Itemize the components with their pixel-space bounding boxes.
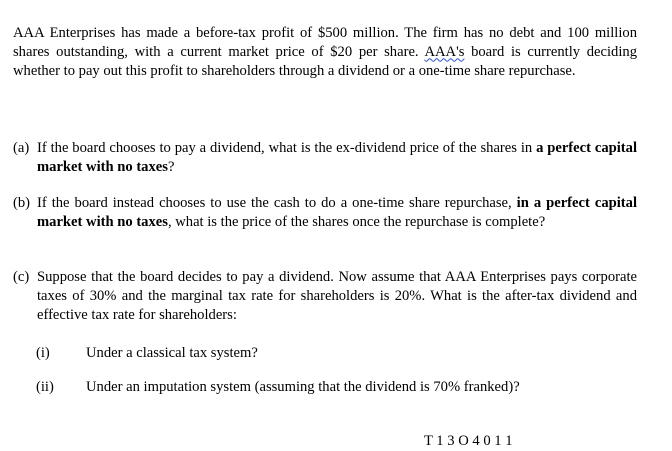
subquestion-text: Under an imputation system (assuming that the dividend is 70% franked)? (86, 379, 520, 395)
subquestion-text: Under a classical tax system? (86, 345, 258, 361)
question-text-part: If the board instead chooses to use the cash to do a one-time share repurchase, (37, 195, 517, 211)
question-b (13, 194, 637, 232)
question-text-part: , what is the price of the shares once the repurchase is complete? (167, 214, 546, 230)
spellcheck-flagged-word: AAA's (424, 43, 465, 60)
question-a (13, 139, 637, 177)
question-text-part: If the board chooses to pay a dividend, what is the ex-dividend price of the shares in (37, 140, 537, 156)
question-text-part: ? (167, 159, 175, 175)
question-label: (c) (13, 269, 30, 285)
subquestion-label: (ii) (36, 379, 54, 395)
intro-text-part1: AAA Enterprises has made a before-tax profit of $500 million. The firm has no debt and 100 million shares outstanding, with a current market price of $20 per share. (13, 24, 637, 60)
question-emphasis: a perfect capital market with no taxes (37, 140, 638, 175)
question-text (37, 268, 637, 325)
intro-text-part2: board is currently deciding whether to pay out this profit to shareholders through a dividend or a one-time share repurchase. (13, 43, 637, 79)
question-emphasis: in a perfect capital market with no taxes (37, 195, 637, 230)
question-label: (a) (13, 140, 30, 156)
question-text (37, 194, 637, 232)
question-c (13, 268, 637, 325)
subquestion-label: (i) (36, 345, 50, 361)
problem-intro (13, 24, 637, 81)
question-text-part: Suppose that the board decides to pay a dividend. Now assume that AAA Enterprises pays corporate taxes of 30% and the marginal tax rate for shareholders is 20%. What is the after-tax dividend and effective tax rate for shareholders: (37, 269, 637, 323)
question-text (37, 139, 637, 177)
question-label: (b) (13, 195, 31, 211)
cut-off-footer-text: T 1 3 O 4 0 1 1 (424, 433, 513, 449)
